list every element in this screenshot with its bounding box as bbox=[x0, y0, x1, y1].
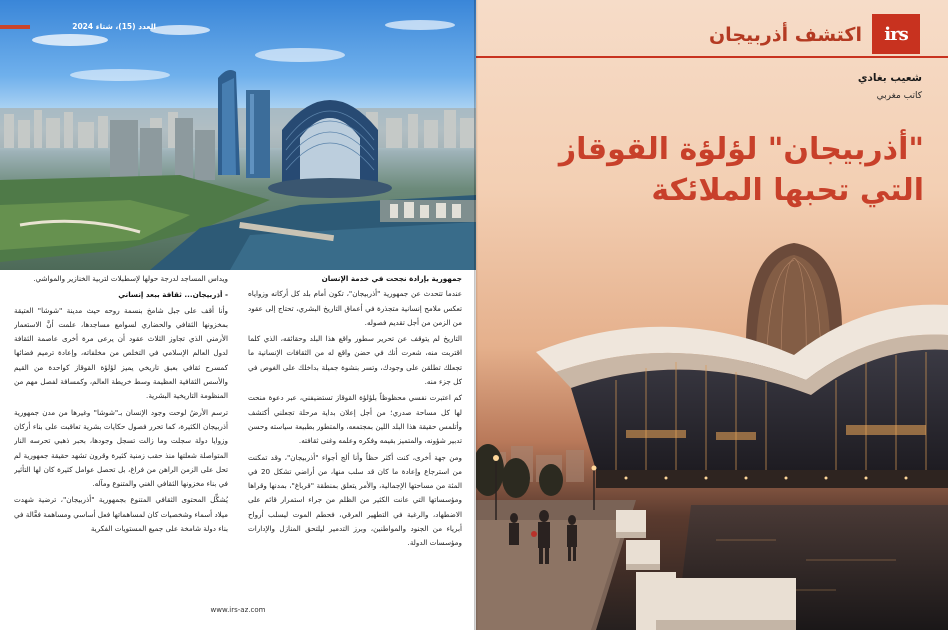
photo-caption: جمهورية بإرادة نجحت في خدمة الإنسان bbox=[321, 274, 462, 283]
paragraph: ترسم الأرضُ لوحت وجود الإنسان بـ"شوشا" وغيرها من مدن جمهورية أذربيجان الكثيرة، كما تحرر فصول حكايات بشرية تعاقبت على بناء أركان وزوايا دولة سجلت وما زالت تسجل وجودها، بحبر ذهبي تحرسه النار المتواصلة شعلتها منذ حقب زمنية كثيرة وقرون تشهد حقيقة جمهورية لم تحل على الزمن الراهن من فراغ، بل تحصل عوامل كثيرة كان لها التأثير في بناء مخزونها الثقافي الغني والمتنوع ومآله. bbox=[14, 407, 228, 489]
irs-logo: irs bbox=[872, 14, 920, 54]
article-headline bbox=[524, 130, 924, 212]
issue-label: العدد (15)، شتاء 2024 bbox=[72, 22, 156, 31]
baku-skyline-photo bbox=[0, 0, 476, 270]
article-column-left bbox=[14, 272, 228, 602]
paragraph: التاريخ لم يتوقف عن تحرير سطور واقع هذا البلد وحقائقه، الذي كلما اقتربت منه، شعرت أنك في حضن واقع له من الثقافات الإنسانية ما تجعلك تطلقن على وجودك، وتسر بنشوة جميلة بداخلك على الغوص في كل جزء منه. bbox=[248, 334, 462, 387]
author-name: شعيب بغادي bbox=[857, 72, 922, 84]
paragraph: عندما تتحدث عن جمهورية "أذربيجان"، تكون أمام بلد كل أركانه وزواياه تعكس ملامح إنسانية متجذرة في أعماق التاريخ البشري، تحتاج إلى عقود من الزمن من أجل تقديم فصوله. bbox=[248, 289, 462, 327]
website-url: www.irs-az.com bbox=[210, 606, 266, 614]
headline-line-2: التي تحبها الملائكة bbox=[651, 173, 924, 208]
header-rule bbox=[476, 56, 948, 58]
subheading: - أذربيجان... ثقافة ببعد إنساني bbox=[118, 290, 228, 300]
author-role: كاتب مغربي bbox=[876, 91, 922, 101]
section-title: اكتشف أذربيجان bbox=[708, 24, 862, 46]
paragraph: كم اعتبرت نفسي محظوظاً بلؤلؤة القوقاز تستضيفني، عبر دعوة منحت لها كل مساحة صدري؛ من أجل إعلان بداية مرحلة تجعلني أكتشف وأتلمس حقيقة هذا البلد اللين بمجتمعه، والمتطور بطبيعة سياسته وحسن تدبير شؤونه، والمتميز بقيمه وفكره وعلمه وغنى ثقافته. bbox=[248, 393, 462, 446]
paragraph: يُشكِّل المحتوى الثقافي المتنوع بجمهورية "أذربيجان"، ترضية شهدت ميلاد أسماء وشخصيات كان لمساهماتها فعل أساسي ومساهمة فعَّالة في بناء دولة شامخة على جميع المستويات الفكرية bbox=[14, 495, 228, 534]
article-column-right bbox=[248, 272, 462, 602]
page-spine bbox=[474, 0, 478, 630]
headline-line-1: "أذربيجان" لؤلؤة القوقاز bbox=[558, 132, 924, 167]
paragraph: وأنا أقف على جبل شامخ بنسمة روحه حيث مدينة "شوشا" العتيقة بمخزونها الثقافي والحضاري لسوامع مساجدها، علمت أنَّ الاستعمار الأرمني الذي تجاوز الثلاث عقود أن يرعى مرة أخرى عاصمة الثقافة لدول العالم الإسلامي في التخلص من مخلفاته، وإعادة ترميم فضائها كمسرح ثقافي بعبق تاريخي يميز لؤلؤة القوقاز كواحدة من القيم والأسس الثقافية العظيمة وسط خريطة العالم، وكمسافة لفصل مهم من المنظومة التاريخية البشرية. bbox=[14, 305, 228, 401]
paragraph: ويداس المساجد لدرجة حولها لإسطبلات لتربية الخنازير والمواشي. bbox=[33, 274, 228, 283]
right-page bbox=[476, 0, 948, 630]
paragraph: ومن جهة أخرى، كنت أكثر حظاً وأنا ألج أجواء "أذربيجان"، وقد تمكنت من استرجاع وإعادة ما كان قد سلب منها، من أراضي تشكل 20 في المئة من مساحتها الإجمالية، والأمر يتعلق بمنطقة "قرباغ"، بمدنها وقراها ومؤسساتها التي عانت الكثير من الظلم من جراء استمرار قائم على الاضطهاد، والرغبة في التطهير العرقي، فحطم الموت ليسلب أرواح أبرياء من الجنود والمواطنين، وبرز التدمير ليلتحق المنازل والإدارات ومؤسسات الدولة. bbox=[248, 452, 462, 548]
skyline-illustration bbox=[0, 0, 476, 270]
article-columns bbox=[14, 272, 462, 602]
